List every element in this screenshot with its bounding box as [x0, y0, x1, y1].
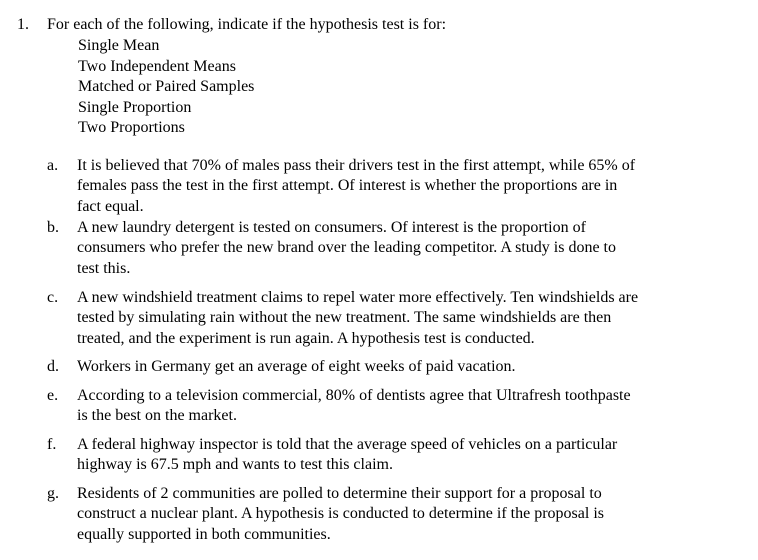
item-letter: a.: [47, 157, 59, 174]
option-two-independent-means: Two Independent Means: [78, 57, 236, 75]
item-letter: e.: [47, 387, 59, 404]
item-text: [77, 435, 712, 476]
item-line: construct a nuclear plant. A hypothesis is conducted to determine if the proposal is: [77, 505, 604, 523]
item-text: [77, 357, 712, 377]
option-single-proportion: Single Proportion: [78, 98, 192, 116]
item-text: [77, 218, 712, 279]
item-line: equally supported in both communities.: [77, 525, 331, 543]
item-line: treated, and the experiment is run again. A hypothesis test is conducted.: [77, 329, 535, 347]
item-line: test this.: [77, 259, 131, 277]
item-text: [77, 288, 712, 349]
item-letter: d.: [47, 358, 59, 375]
item-line: A new windshield treatment claims to repel water more effectively. Ten windshields are: [77, 289, 639, 306]
item-text: [77, 156, 712, 217]
item-line: fact equal.: [77, 197, 144, 215]
test-type-options: [78, 36, 254, 139]
item-line: is the best on the market.: [77, 407, 237, 425]
option-two-proportions: Two Proportions: [78, 119, 185, 136]
question-prompt: For each of the following, indicate if the hypothesis test is for:: [47, 16, 447, 33]
item-letter: b.: [47, 219, 59, 236]
item-text: [77, 386, 712, 427]
option-single-mean: Single Mean: [78, 37, 160, 54]
item-line: It is believed that 70% of males pass their drivers test in the first attempt, while 65% of: [77, 157, 636, 174]
item-text: [77, 484, 712, 545]
item-letter: g.: [47, 485, 59, 502]
item-line: Workers in Germany get an average of eight weeks of paid vacation.: [77, 358, 516, 375]
item-line: tested by simulating rain without the new treatment. The same windshields are then: [77, 309, 612, 327]
item-line: highway is 67.5 mph and wants to test this claim.: [77, 456, 393, 474]
item-line: consumers who prefer the new brand over the leading competitor. A study is done to: [77, 239, 616, 257]
item-line: A federal highway inspector is told that the average speed of vehicles on a particular: [77, 436, 618, 453]
option-matched-paired-samples: Matched or Paired Samples: [78, 78, 255, 95]
item-letter: f.: [47, 436, 57, 453]
question-number: 1.: [17, 16, 29, 33]
item-line: A new laundry detergent is tested on consumers. Of interest is the proportion of: [77, 219, 586, 236]
item-letter: c.: [47, 289, 59, 306]
item-line: females pass the test in the first attempt. Of interest is whether the proportions are in: [77, 177, 618, 195]
item-line: Residents of 2 communities are polled to determine their support for a proposal to: [77, 485, 602, 502]
item-line: According to a television commercial, 80% of dentists agree that Ultrafresh toothpaste: [77, 387, 631, 404]
